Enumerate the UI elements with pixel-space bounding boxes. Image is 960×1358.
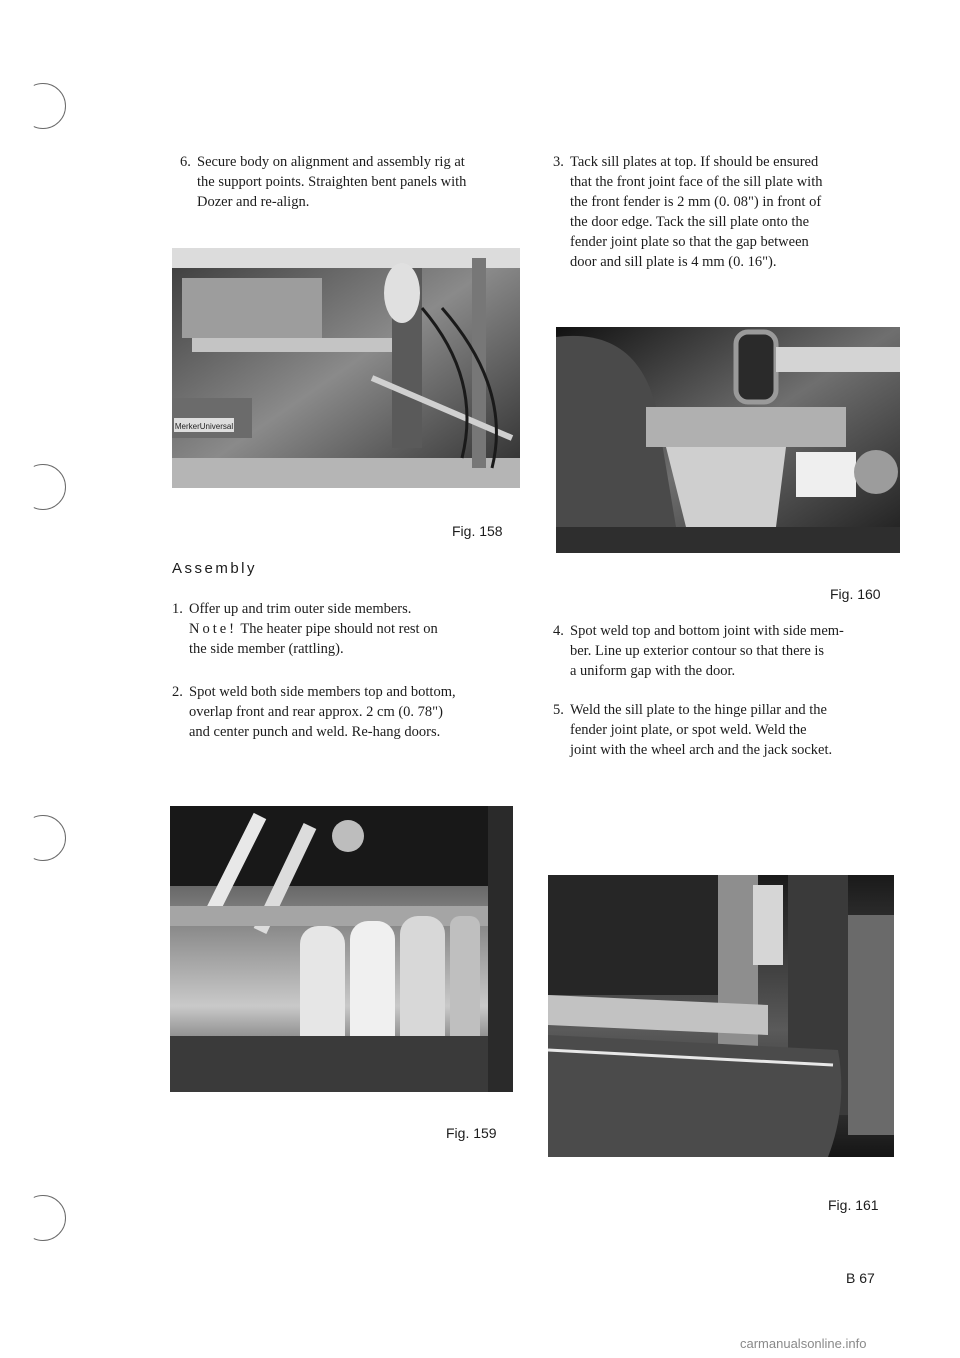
binder-hole-1 — [20, 83, 66, 129]
photo-fig-159 — [170, 806, 513, 1092]
section-heading-assembly: Assembly — [172, 560, 258, 577]
step-3: 3. Tack sill plates at top. If should be ensured that the front joint face of the sill plate with the front fender is 2 mm (0. 08") in front of the door edge. Tack the sill plate onto the fender joint plate so that the gap between door and sill plate is 4 mm (0. 16"). — [553, 154, 823, 270]
photo-fig-160 — [556, 327, 900, 553]
step-5: 5. Weld the sill plate to the hinge pillar and the fender joint plate, or spot weld. Weld the joint with the wheel arch and the jack socket. — [553, 702, 833, 758]
page-number: B 67 — [846, 1270, 875, 1286]
caption-fig-159: Fig. 159 — [446, 1125, 497, 1141]
binder-hole-3 — [20, 815, 66, 861]
step-4: 4. Spot weld top and bottom joint with side mem- ber. Line up exterior contour so that there is a uniform gap with the door. — [553, 623, 844, 679]
photo-fig-161 — [548, 875, 894, 1157]
rig-sign-text: MerkerUniversal — [174, 422, 234, 431]
watermark: carmanualsonline.info — [740, 1336, 867, 1351]
caption-fig-161: Fig. 161 — [828, 1197, 879, 1213]
caption-fig-160: Fig. 160 — [830, 586, 881, 602]
step-2: 2. Spot weld both side members top and bottom, overlap front and rear approx. 2 cm (0. 78") and center punch and weld. Re-hang doors. — [172, 684, 456, 740]
binder-hole-4 — [20, 1195, 66, 1241]
note-label: Note! — [189, 621, 238, 637]
step-1: 1. Offer up and trim outer side members. Note! The heater pipe should not rest on the side member (rattling). — [172, 601, 438, 657]
photo-fig-158 — [172, 248, 520, 488]
step-6: 6. Secure body on alignment and assembly rig at the support points. Straighten bent panels with Dozer and re-align. — [180, 154, 467, 210]
caption-fig-158: Fig. 158 — [452, 523, 503, 539]
binder-hole-2 — [20, 464, 66, 510]
